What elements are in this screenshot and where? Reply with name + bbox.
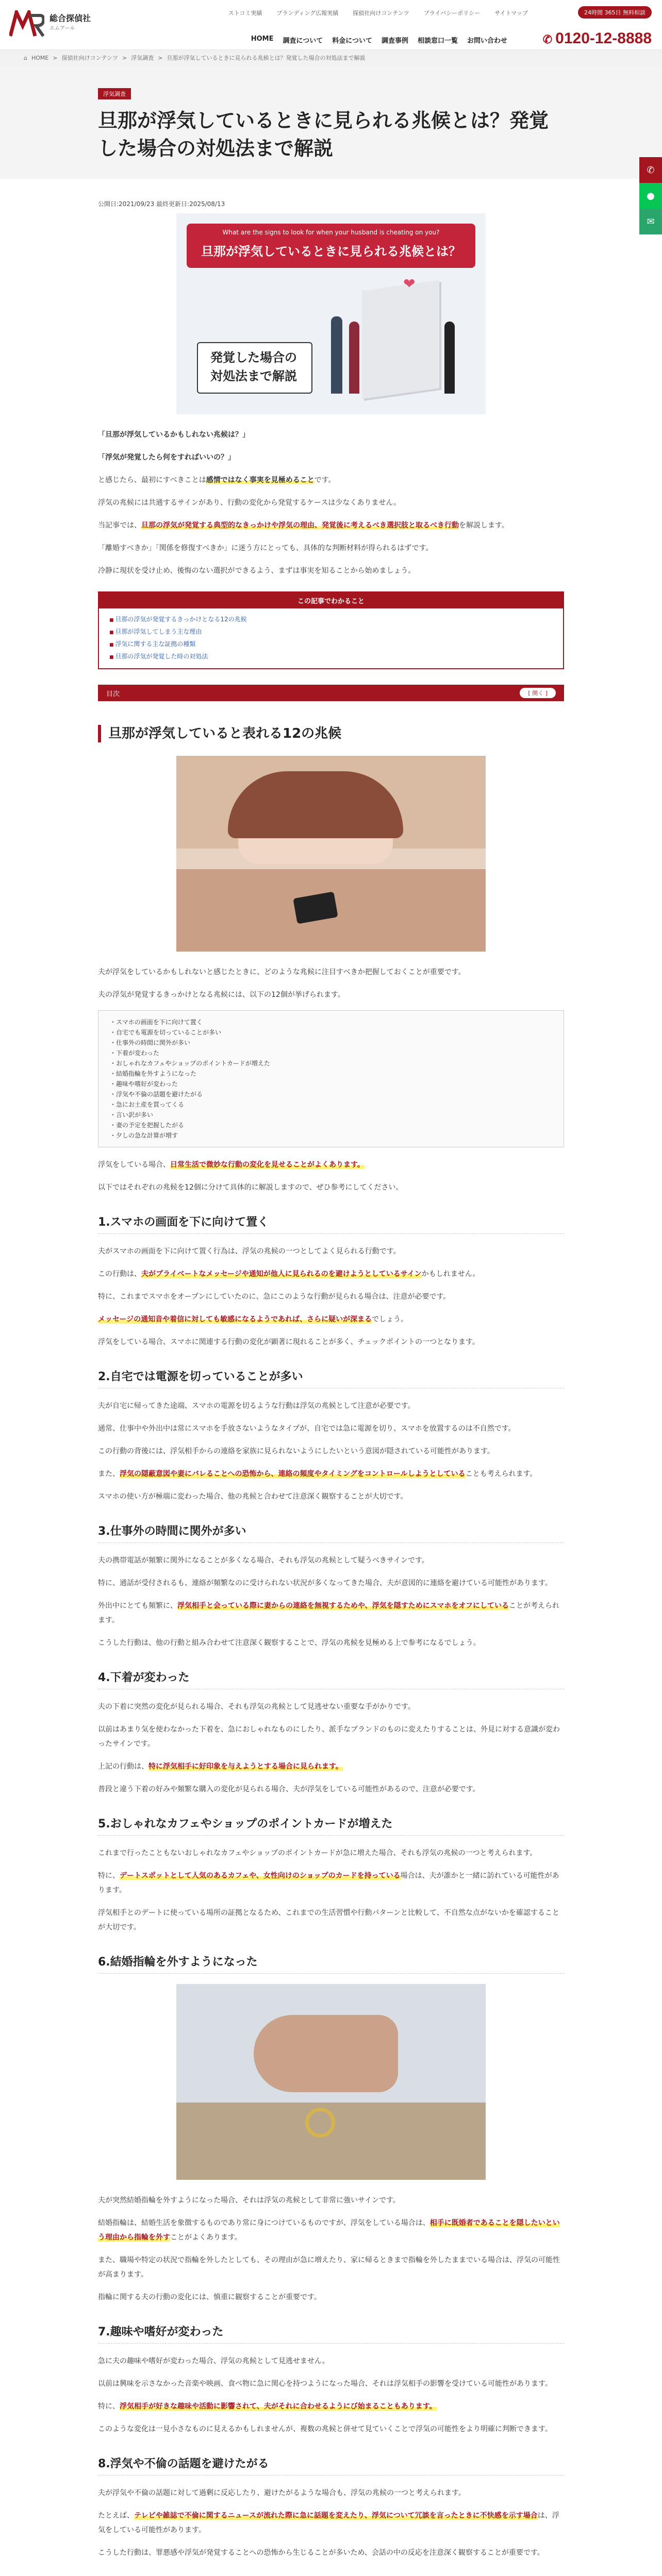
logo-name: 総合探偵社 xyxy=(49,13,91,23)
paragraph: 通常、仕事中や外出中は常にスマホを手放さないようなタイプが、自宅では急に電源を切り、スマホを放置するのは不自然です。 xyxy=(98,1425,516,1433)
logo-sub: エムアール xyxy=(49,26,75,31)
side-line-button[interactable] xyxy=(639,183,662,209)
paragraph: 夫が自宅に帰ってきた途端、スマホの電源を切るような行動は浮気の兆候として注意が必要です。 xyxy=(98,1402,415,1410)
ring-image xyxy=(176,1984,486,2180)
category-tag[interactable]: 浮気調査 xyxy=(98,88,131,99)
sign-item: ・ 言い訳が多い xyxy=(110,1110,552,1120)
upper-link[interactable]: ストコミ実績 xyxy=(228,10,262,16)
line-icon: ● xyxy=(647,190,655,201)
sub-heading-7: 7.趣味や嗜好が変わった xyxy=(98,2323,564,2344)
sign-item: ・ 仕事外の時間に関外が多い xyxy=(110,1038,552,1048)
eyecatch-sub1: 発覚した場合の xyxy=(210,350,297,365)
paragraph: こうした行動は、罪悪感や浮気が発覚することへの恐怖から生じることが多いため、会話の中の反応を注意深く観察することが重要です。 xyxy=(98,2549,544,2557)
quote-2: 「浮気が発覚したら何をすればいいの？」 xyxy=(98,453,235,462)
section-heading: 旦那が浮気していると表れる12の兆候 xyxy=(98,725,564,742)
husband-figure xyxy=(331,316,342,394)
sign-item: ・ 結婚指輪を外すようになった xyxy=(110,1069,552,1079)
woman-figure xyxy=(349,321,359,394)
phone-number[interactable] xyxy=(543,30,652,47)
sub-heading-6: 6.結婚指輪を外すようになった xyxy=(98,1953,564,1974)
sign-item: ・ おしゃれなカフェやショップのポイントカードが増えた xyxy=(110,1058,552,1069)
heart-icon: ❤ xyxy=(403,275,416,292)
section-intro: 夫が浮気をしているかもしれないと感じたときに、どのような兆候に注目すべきか把握しておくことが重要です。 xyxy=(98,968,466,976)
summary-title: この記事でわかること xyxy=(99,592,563,608)
summary-item: ■ 旦那が浮気してしまう主な理由 xyxy=(109,626,553,638)
sub-heading-2: 2.自宅では電源を切っていることが多い xyxy=(98,1368,564,1388)
hours-badge[interactable]: 24時間 365日 無料相談 xyxy=(578,6,652,19)
breadcrumb: ⌂ HOME > 探偵社向けコンテンツ > 浮気調査 > 旦那が浮気しているときに見られる兆候とは？発覚した場合の対処法まで解説 xyxy=(0,50,662,65)
wife-figure xyxy=(444,321,455,394)
intro-paragraph: 冷静に現状を受け止め、後悔のない選択ができるよう、まずは事実を知ることから始めましょう。 xyxy=(98,567,416,575)
sub-heading-1: 1.スマホの画面を下に向けて置く xyxy=(98,1213,564,1234)
site-logo[interactable] xyxy=(9,10,91,37)
paragraph: また、浮気の隠蔽意図や妻にバレることへの恐怖から、連絡の頻度やタイミングをコントロールしようとしていることも考えられます。 xyxy=(98,1470,537,1478)
ring-icon xyxy=(305,2108,335,2138)
main-nav xyxy=(251,35,507,45)
sign-item: ・ 自宅でも電源を切っていることが多い xyxy=(110,1027,552,1038)
paragraph: 以前は興味を示さなかった音楽や映画、食べ物に急に関心を持つようになった場合、それは浮気相手の影響を受けている可能性があります。 xyxy=(98,2380,552,2388)
phone-woman-image xyxy=(176,756,486,952)
paragraph: 結婚指輪は、結婚生活を象徴するものであり常に身につけているものですが、浮気をしている場合は、相手に既婚者であることを隠したいという理由から指輪を外すことがよくあります。 xyxy=(98,2219,560,2242)
upper-link[interactable]: サイトマップ xyxy=(494,10,528,16)
section-intro: 夫の浮気が発覚するきっかけとなる兆候には、以下の12個が挙げられます。 xyxy=(98,991,345,999)
nav-item[interactable]: 料金について xyxy=(332,37,372,45)
paragraph: これまで行ったこともないおしゃれなカフェやショップのポイントカードが急に増えた場合、それも浮気の兆候の一つと考えられます。 xyxy=(98,1849,537,1857)
paragraph: 夫が突然結婚指輪を外すようになった場合、それは浮気の兆候として非常に強いサインです。 xyxy=(98,2196,400,2205)
breadcrumb-item[interactable]: HOME xyxy=(31,54,49,61)
upper-link[interactable]: ブランディング広報実績 xyxy=(276,10,339,16)
summary-box xyxy=(98,591,564,669)
article-content xyxy=(98,179,564,2576)
paragraph: 上記の行動は、特に浮気相手に好印象を与えようとする場合に見られます。 xyxy=(98,1762,343,1771)
phone-icon: ✆ xyxy=(647,164,655,176)
side-mail-button[interactable] xyxy=(639,209,662,234)
phone-icon: ✆ xyxy=(542,33,553,46)
paragraph: 夫が浮気や不倫の話題に対して過剰に反応したり、避けたがるような場合も、浮気の兆候の一つと考えられます。 xyxy=(98,2489,466,2497)
sub-heading-8: 8.浮気や不倫の話題を避けたがる xyxy=(98,2455,564,2476)
paragraph: 指輪に関する夫の行動の変化には、慎重に観察することが重要です。 xyxy=(98,2293,321,2301)
eyecatch-jp: 旦那が浮気しているときに見られる兆候とは？ xyxy=(201,244,461,259)
upper-link[interactable]: 探偵社向けコンテンツ xyxy=(353,10,409,16)
paragraph: スマホの使い方が極端に変わった場合、他の兆候と合わせて注意深く観察することが大切です。 xyxy=(98,1493,408,1501)
paragraph: 夫の携帯電話が頻繁に関外になることが多くなる場合、それも浮気の兆候として疑うべきサインです。 xyxy=(98,1556,429,1565)
mail-icon: ✉ xyxy=(647,216,655,227)
paragraph: たとえば、テレビや雑誌で不倫に関するニュースが流れた際に急に話題を変えたり、浮気について冗談を言ったときに不快感を示す場合は、浮気をしている可能性があります。 xyxy=(98,2512,559,2534)
sign-item: ・ 急にお土産を買ってくる xyxy=(110,1099,552,1110)
paragraph: 浮気相手とのデートに使っている場所の証拠となるため、これまでの生活習慣や行動パターンと比較して、不自然な点がないかを確認することが大切です。 xyxy=(98,1909,559,1931)
paragraph: メッセージの通知音や着信に対しても敏感になるようであれば、さらに疑いが深まるでしょう。 xyxy=(98,1315,408,1324)
paragraph: 特に、これまでスマホをオープンにしていたのに、急にこのような行動が見られる場合は、注意が必要です。 xyxy=(98,1293,451,1301)
paragraph: 急に夫の趣味や嗜好が変わった場合、浮気の兆候として見逃せません。 xyxy=(98,2357,329,2365)
sign-item: ・ 浮気や不倫の話題を避けたがる xyxy=(110,1089,552,1099)
section-closing: 以下ではそれぞれの兆候を12個に分けて具体的に解説しますので、ぜひ参考にしてください。 xyxy=(98,1183,403,1192)
intro-paragraph: と感じたら、最初にすべきことは感情ではなく事実を見極めることです。 xyxy=(98,476,336,484)
summary-item: ■ 旦那の浮気が発覚した時の対処法 xyxy=(109,651,553,663)
breadcrumb-item[interactable]: 浮気調査 xyxy=(131,55,154,61)
side-contact-buttons xyxy=(639,157,662,234)
summary-item: ■ 旦那の浮気が発覚するきっかけとなる12の兆候 xyxy=(109,614,553,626)
paragraph: 以前はあまり気を使わなかった下着を、急におしゃれなものにしたり、派手なブランドのものに変えたりすることは、外見に対する意識が変わったサインです。 xyxy=(98,1725,560,1748)
summary-item: ■ 浮気に関する主な証拠の種類 xyxy=(109,638,553,651)
eyecatch-en: What are the signs to look for when your husband is cheating on you? xyxy=(222,229,440,236)
logo-mark xyxy=(9,10,44,37)
intro-paragraph: 当記事では、旦那の浮気が発覚する典型的なきっかけや浮気の理由、発覚後に考えるべき選択肢と取るべき行動を解説します。 xyxy=(98,521,509,530)
sign-item: ・ 妻の予定を把握したがる xyxy=(110,1120,552,1130)
home-icon[interactable]: ⌂ xyxy=(24,54,27,61)
toc-bar[interactable] xyxy=(98,685,564,701)
paragraph: 特に、浮気相手が好きな趣味や活動に影響されて、夫がそれに合わせるようにび始まることもあります。 xyxy=(98,2402,437,2411)
paragraph: こうした行動は、他の行動と組み合わせて注意深く観察することで、浮気の兆候を見極める上で参考になるでしょう。 xyxy=(98,1639,481,1647)
quote-1: 「旦那が浮気しているかもしれない兆候は？」 xyxy=(98,431,250,439)
paragraph: 外出中にとても頻繁に、浮気相手と会っている際に妻からの連絡を無視するためや、浮気を隠すためにスマホをオフにしていることが考えられます。 xyxy=(98,1602,560,1624)
paragraph: この行動は、夫がプライベートなメッセージや通知が他人に見られるのを避けようとしているサインかもしれません。 xyxy=(98,1270,480,1278)
upper-link[interactable]: プライバシーポリシー xyxy=(423,10,481,16)
nav-item[interactable]: 調査について xyxy=(283,37,323,45)
side-phone-button[interactable] xyxy=(639,157,662,183)
paragraph: 特に、デートスポットとして人気のあるカフェや、女性向けのショップのカードを持っている場合は、夫が誰かと一緒に訪れている可能性があります。 xyxy=(98,1872,559,1894)
breadcrumb-item[interactable]: 探偵社向けコンテンツ xyxy=(61,55,119,61)
sign-item: ・ 下着が変わった xyxy=(110,1048,552,1058)
sign-item: ・ スマホの画面を下に向けて置く xyxy=(110,1017,552,1027)
upper-links xyxy=(228,7,528,19)
paragraph: また、職場や特定の状況で指輪を外したとしても、その理由が急に増えたり、家に帰るときまで指輪を外したままでいる場合は、浮気の可能性が高まります。 xyxy=(98,2256,560,2279)
breadcrumb-current: 旦那が浮気しているときに見られる兆候とは？発覚した場合の対処法まで解説 xyxy=(167,55,366,61)
sub-heading-4: 4.下着が変わった xyxy=(98,1669,564,1689)
sign-item: ・ 趣味や嗜好が変わった xyxy=(110,1079,552,1089)
paragraph: 浮気をしている場合、スマホに関連する行動の変化が顕著に現れることが多く、チェックポイントの一つとなります。 xyxy=(98,1338,479,1346)
paragraph: この行動の背後には、浮気相手からの連絡を家族に見られないようにしたいという意図が隠されている可能性があります。 xyxy=(98,1447,494,1455)
paragraph: このような変化は一見小さなものに見えるかもしれませんが、複数の兆候と併せて見ていくことで浮気の可能性をより明確に判断できます。 xyxy=(98,2425,552,2433)
paragraph: 夫がスマホの画面を下に向けて置く行為は、浮気の兆候の一つとしてよく見られる行動です。 xyxy=(98,1247,401,1256)
site-header xyxy=(0,0,662,50)
phone-number-text: 0120-12-8888 xyxy=(555,30,652,47)
eyecatch-sub2: 対処法まで解説 xyxy=(210,369,297,383)
signs-list xyxy=(98,1010,564,1147)
sub-heading-3: 3.仕事外の時間に関外が多い xyxy=(98,1522,564,1543)
intro-paragraph: 浮気の兆候には共通するサインがあり、行動の変化から発覚するケースは少なくありません。 xyxy=(98,499,401,507)
nav-item[interactable]: HOME xyxy=(251,35,274,43)
sign-item: ・ 夕しの急な計算が増す xyxy=(110,1130,552,1141)
eyecatch-image xyxy=(176,213,486,414)
paragraph: 普段と違う下着の好みや頻繁な購入の変化が見られる場合、夫が浮気をしている可能性があるので、注意が必要です。 xyxy=(98,1785,480,1793)
paragraph: 夫の下着に突然の変化が見られる場合、それも浮気の兆候として見逃せない重要な手がかりです。 xyxy=(98,1703,415,1711)
nav-item[interactable]: 調査事例 xyxy=(381,37,408,45)
section-closing: 浮気をしている場合、日常生活で微妙な行動の変化を見せることがよくあります。 xyxy=(98,1161,365,1169)
sub-heading-5: 5.おしゃれなカフェやショップのポイントカードが増えた xyxy=(98,1815,564,1836)
paragraph: 特に、通話が受付されるも、連絡が頻繁なのに受けられない状況が多くなってきた場合、夫が意図的に連絡を避けている可能性があります。 xyxy=(98,1579,552,1587)
nav-item[interactable]: お問い合わせ xyxy=(467,37,507,45)
nav-item[interactable]: 相談窓口一覧 xyxy=(417,37,458,45)
article-dates: 公開日:2021/09/23 最終更新日:2025/08/13 xyxy=(98,200,225,208)
page-title: 旦那が浮気しているときに見られる兆候とは？発覚した場合の対処法まで解説 xyxy=(98,109,549,160)
toc-label: 目次 xyxy=(106,690,120,698)
toc-open-button[interactable]: [ 開く ] xyxy=(520,688,556,698)
intro-paragraph: 「離婚すべきか」「関係を修復すべきか」に迷う方にとっても、具体的な判断材料が得られるはずです。 xyxy=(98,544,433,552)
